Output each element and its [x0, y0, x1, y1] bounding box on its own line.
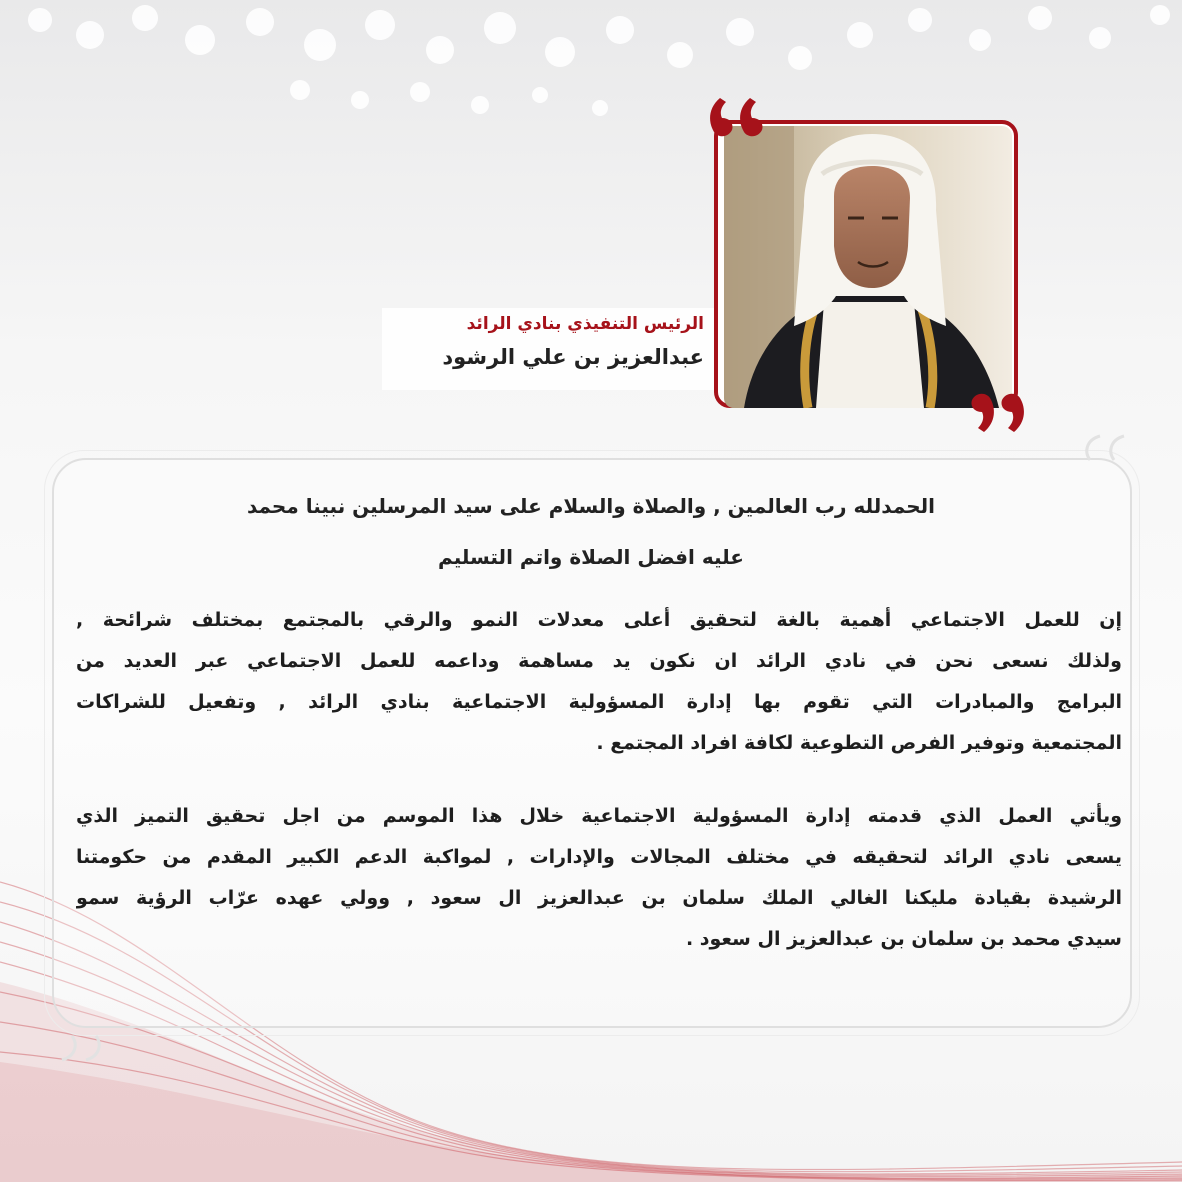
paragraph-line: سيدي محمد بن سلمان بن عبدالعزيز ال سعود .	[685, 928, 1122, 950]
dot-pattern-decoration	[0, 0, 1182, 140]
paragraph-line: إن للعمل الاجتماعي أهمية بالغة لتحقيق أعلى معدلات النمو والرقي بالمجتمع بمختلف شرائحة ,	[76, 609, 1122, 631]
portrait-photo	[724, 126, 1012, 408]
greeting-line-2: عليه افضل الصلاة واتم التسليم	[438, 545, 744, 569]
paragraph-line: يسعى نادي الرائد لتحقيقه في مختلف المجالات والإدارات , لمواكبة الدعم الكبير المقدم من حكومتنا	[76, 846, 1122, 868]
paragraph-1	[76, 600, 1122, 764]
paragraph-line: البرامج والمبادرات التي تقوم بها إدارة المسؤولية الاجتماعية بنادي الرائد , وتفعيل للشراكات	[76, 691, 1122, 713]
paragraph-2	[76, 796, 1122, 960]
person-title: الرئيس التنفيذي بنادي الرائد	[466, 314, 704, 334]
ghost-quote-icon	[46, 1026, 106, 1066]
paragraph-line: ولذلك نسعى نحن في نادي الرائد ان نكون يد مساهمة وداعمه للعمل الاجتماعي عبر العديد من	[76, 650, 1122, 672]
paragraph-line: ويأتي العمل الذي قدمته إدارة المسؤولية الاجتماعية خلال هذا الموسم من اجل تحقيق التميز الذي	[76, 805, 1122, 827]
person-name: عبدالعزيز بن علي الرشود	[442, 345, 704, 369]
quote-close-icon	[962, 390, 1028, 442]
paragraph-line: الرشيدة بقيادة مليكنا الغالي الملك سلمان بن عبدالعزيز ال سعود , وولي عهده عرّاب الرؤية سمو	[76, 887, 1122, 909]
quote-open-icon	[706, 88, 772, 140]
paragraph-line: المجتمعية وتوفير الفرص التطوعية لكافة افراد المجتمع .	[596, 732, 1122, 754]
greeting-line-1: الحمدلله رب العالمين , والصلاة والسلام على سيد المرسلين نبينا محمد	[246, 494, 936, 518]
ghost-quote-icon	[1080, 430, 1140, 470]
